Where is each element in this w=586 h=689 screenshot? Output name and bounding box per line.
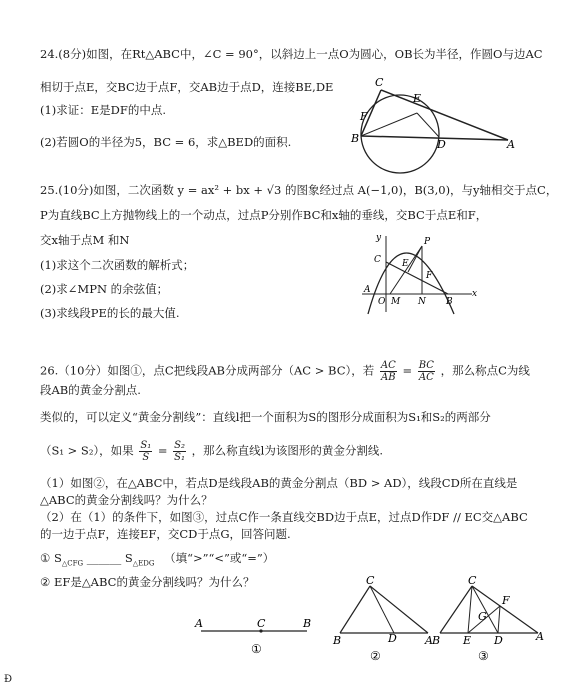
q25-label-b: B — [446, 297, 453, 307]
q26-figure-2 — [330, 574, 440, 668]
q26-frac-s1-s: $\frac{\text{S₁}}{S}$ — [140, 440, 152, 463]
q26-line1-b: ，那么称点C为线 — [440, 363, 530, 378]
q26-figure-3 — [432, 574, 552, 668]
q24-label-c: C — [375, 76, 384, 89]
q25-label-m: M — [391, 297, 401, 307]
q26-fig2-label-a: A — [425, 634, 433, 647]
q25-label-e: E — [402, 259, 409, 269]
q26-frac-ac-ab: $\frac{AC}{AB}$ — [380, 360, 396, 383]
q25-label-a: A — [364, 285, 371, 295]
q26-line3: 类似的，可以定义“黄金分割线”：直线l把一个面积为S的图形分成面积为S₁和S₂的两部分 — [40, 410, 491, 424]
q26-part1-a: （1）如图②，在△ABC中，若点D是线段AB的黄金分割点（BD > AD），线段CD所在直线是 — [40, 476, 518, 490]
q26-fig1-label-b: B — [303, 617, 312, 630]
q25-part3: (3)求线段PE的长的最大值. — [40, 306, 180, 320]
q26-fig3-seg-df — [498, 606, 500, 633]
q24-label-f: F — [360, 110, 368, 123]
q26-line4-a: （S₁ > S₂），如果 — [40, 443, 134, 458]
q26-line4-b: ，那么称直线l为该图形的黄金分割线. — [191, 443, 384, 458]
q26-fig2-label-d: D — [388, 632, 397, 645]
q25-part2: (2)求∠MPN 的余弦值； — [40, 282, 169, 296]
q24-seg-de — [417, 113, 439, 137]
q26-fig3-label-c: C — [468, 574, 477, 587]
q26-line4 — [40, 440, 383, 463]
q24-label-d: D — [437, 138, 446, 151]
q26-fig2-number: ② — [370, 649, 381, 663]
q25-line1: 25.(10分)如图，二次函数 y = ax² + bx + √3 的图象经过点 A(−1,0)，B(3,0)，与y轴相交于点C， — [40, 183, 558, 197]
q26-sub1-c: （填“>”“<”或“=”） — [164, 551, 275, 565]
footer-mark: Ð — [4, 674, 13, 685]
q26-fig3-label-b: B — [432, 634, 441, 647]
q24-side-ab — [361, 136, 508, 140]
q26-fig2-label-b: B — [333, 634, 342, 647]
q24-line2: 相切于点E，交BC边于点F，交AB边于点D，连接BE,DE — [40, 80, 334, 94]
q26-fig3-label-e: E — [463, 634, 472, 647]
q26-eq: = — [402, 363, 413, 378]
q24-label-b: B — [351, 132, 360, 145]
q26-fig2-side-bc — [340, 586, 370, 633]
q25-label-c: C — [374, 255, 381, 265]
q25-part1: (1)求这个二次函数的解析式； — [40, 258, 195, 272]
q25-line3: 交x轴于点M 和N — [40, 233, 130, 247]
q26-fig2-label-c: C — [366, 574, 375, 587]
q26-part2-b: 的一边于点F，连接EF，交CD于点G，回答问题. — [40, 527, 291, 541]
q25-label-n: N — [418, 297, 426, 307]
q25-label-x: x — [472, 289, 478, 299]
q26-fig2-seg-cd — [370, 586, 394, 633]
q24-part1: (1)求证：E是DF的中点. — [40, 103, 167, 117]
q24-circle-o — [361, 95, 439, 173]
q25-label-y: y — [376, 233, 382, 243]
q26-line2: 段AB的黄金分割点. — [40, 383, 141, 397]
q26-part2-a: （2）在（1）的条件下，如图③，过点C作一条直线交BD边于点E，过点D作DF // EC交△ABC — [40, 510, 528, 524]
q25-label-o: O — [378, 297, 386, 307]
q26-fig3-seg-ce — [468, 586, 472, 633]
q25-line-bc — [386, 262, 448, 294]
q26-figure-1 — [195, 617, 325, 667]
q26-sub1-b: S — [124, 551, 133, 565]
q26-fig1-label-a: A — [195, 617, 203, 630]
q26-sub1 — [40, 551, 274, 570]
q25-label-p: P — [424, 237, 431, 247]
q26-line1 — [40, 360, 530, 383]
q26-eq2: = — [157, 443, 168, 458]
q26-fig1-number: ① — [251, 642, 262, 656]
q26-fig3-side-bc — [440, 586, 472, 633]
q24-label-e: E — [413, 92, 422, 105]
q24-figure — [351, 76, 555, 178]
q26-frac-bc-ac: $\frac{BC}{AC}$ — [418, 360, 434, 383]
q26-sub1-blank: ______ — [86, 551, 122, 565]
q26-part1-b: △ABC的黄金分割线吗？为什么？ — [40, 493, 213, 507]
q26-fig3-label-g: G — [478, 610, 487, 623]
q24-side-ca — [381, 90, 508, 140]
q26-frac-s2-s1: $\frac{\text{S₂}}{\text{S₁}}$ — [174, 440, 186, 463]
q26-fig3-label-d: D — [494, 634, 503, 647]
q24-line1: 24.(8分)如图，在Rt△ABC中，∠C = 90°，以斜边上一点O为圆心，OB长为半径，作圆O与边AC — [40, 47, 543, 61]
q26-fig3-number: ③ — [478, 649, 489, 663]
q26-sub2: ② EF是△ABC的黄金分割线吗？为什么？ — [40, 575, 255, 589]
q24-part2: (2)若圆O的半径为5，BC = 6，求△BED的面积. — [40, 135, 292, 149]
q26-fig3-label-a: A — [536, 630, 544, 643]
q26-sub1-sub-a: △CFG — [61, 559, 84, 568]
q26-fig2-side-ca — [370, 586, 428, 633]
q25-figure — [362, 232, 482, 322]
q26-fig3-label-f: F — [502, 594, 510, 607]
q24-label-a: A — [507, 138, 515, 151]
q26-sub1-a: ① S — [40, 551, 62, 565]
q26-sub1-sub-b: △EDG — [132, 559, 155, 568]
q25-line2: P为直线BC上方抛物线上的一个动点，过点P分别作BC和x轴的垂线，交BC于点E和F， — [40, 208, 488, 222]
q26-line1-a: 26.（10分）如图①，点C把线段AB分成两部分（AC > BC），若 — [40, 363, 375, 378]
q25-label-f: F — [426, 271, 433, 281]
q26-fig1-label-c: C — [257, 617, 266, 630]
